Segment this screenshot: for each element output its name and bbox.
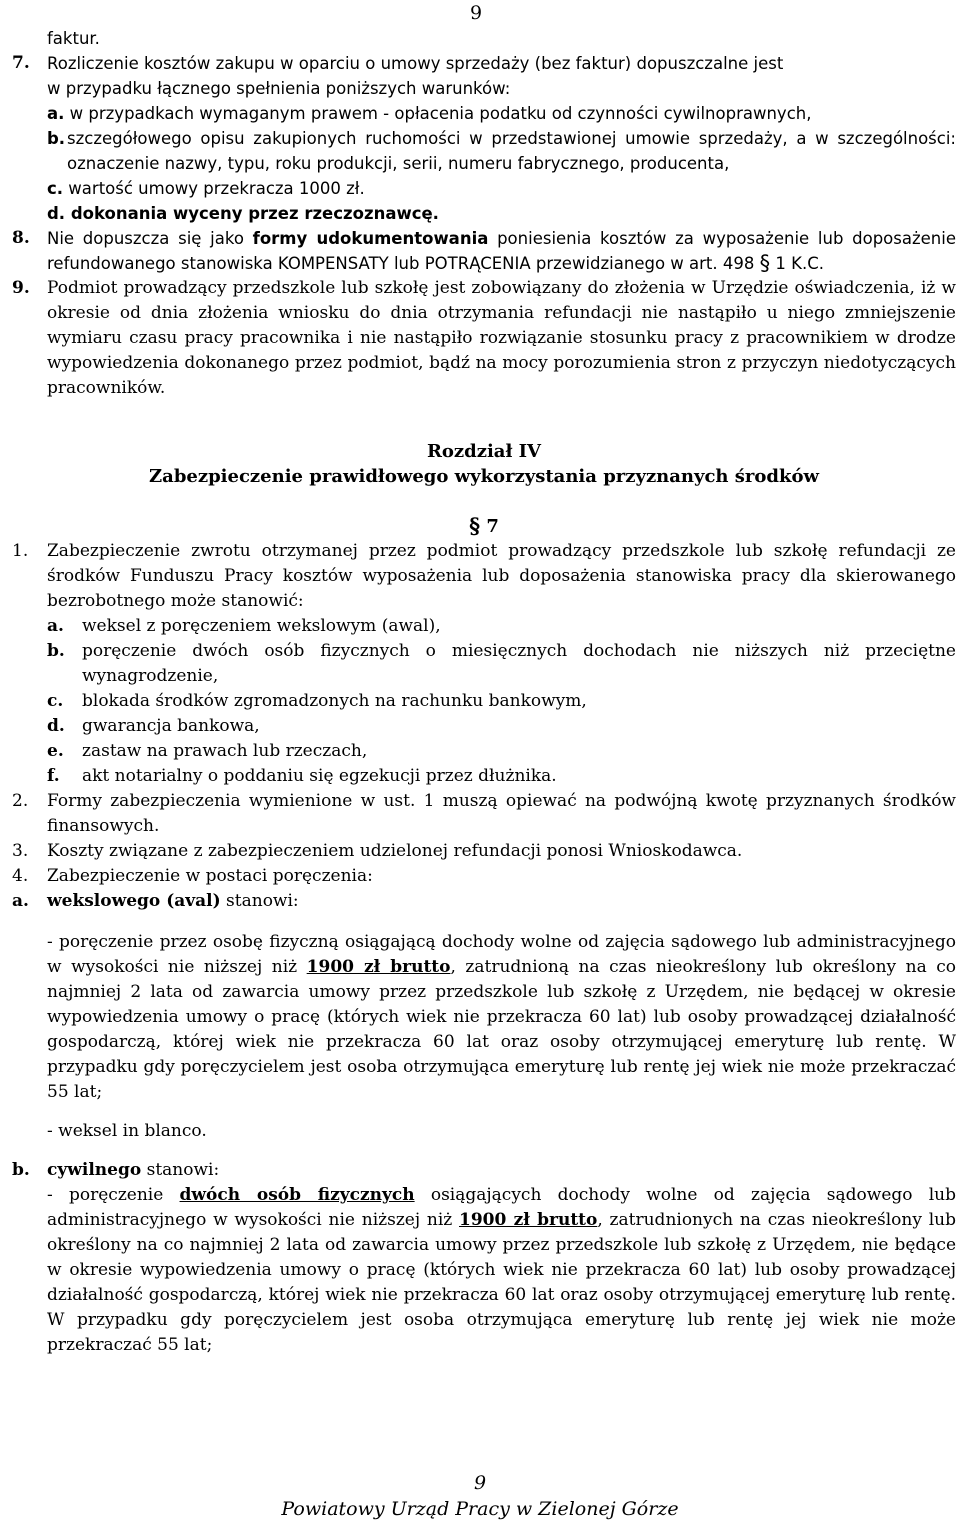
item-9: 9. Podmiot prowadzący przedszkole lub szkołę jest zobowiązany do złożenia w Urzędzie oświadczenia, iż w okresie od dnia złożenia wniosku do dnia otrzymania refundacji nie nastąpiło u niego zmniejszenie wymiaru czasu pracy pracownika i nie nastąpiło rozwiązanie stosunku pracy z pracownikiem w drodze wypowiedzenia dokonanego przez podmiot, bądź na mocy porozumienia stron z przyczyn niedotyczących pracowników. (12, 276, 956, 401)
footer-institution: Powiatowy Urząd Pracy w Zielonej Górze (281, 1498, 679, 1520)
sec-item-4: 4. Zabezpieczenie w postaci poręczenia: (12, 864, 956, 889)
list-item (12, 639, 956, 689)
item-7-a: a. w przypadkach wymaganym prawem - opłacenia podatku od czynności cywilnoprawnych, (47, 104, 812, 123)
list-letter: a. (47, 616, 64, 636)
page-footer (0, 1470, 960, 1522)
item-7-c: c. wartość umowy przekracza 1000 zł. (47, 179, 365, 198)
item-8: 8. Nie dopuszcza się jako formy udokumentowania poniesienia kosztów za wyposażenie lub doposażenie refundowanego stanowiska KOMPENSATY lub POTRĄCENIA przewidzianego w art. 498 § 1 K.C. (12, 228, 956, 275)
list-item (12, 614, 956, 639)
item-number: 8. (12, 228, 30, 248)
item-7-b: b. szczegółowego opisu zakupionych ruchomości w przedstawionej umowie sprzedaży, a w szczególności: oznaczenie nazwy, typu, roku produkcji, serii, numeru fabrycznego, producenta, (47, 129, 956, 173)
sec-item-4-a: a. wekslowego (aval) stanowi: (12, 891, 299, 911)
item-number: 2. (12, 791, 29, 811)
list-text: gwarancja bankowa, (82, 716, 260, 736)
aval-guarantee-text: - poręczenie przez osobę fizyczną osiągającą dochody wolne od zajęcia sądowego lub administracyjnego w wysokości nie niższej niż 1900 zł brutto, zatrudnioną na czas nieokreślony lub określony na co najmniej 2 lata od zawarcia umowy przez przedszkole lub szkołę z Urzędem, nie będącej w okresie wypowiedzenia umowy o pracę (których wiek nie przekracza 60 lat) lub osoby prowadzącej działalność gospodarczą, której wiek nie przekracza 60 lat oraz osoby otrzymującej emeryturę lub rentę. W przypadku gdy poręczycielem jest osoba otrzymująca emeryturę lub rentę jej wiek nie może przekraczać 55 lat; (47, 932, 957, 1102)
list-text: weksel z poręczeniem wekslowym (awal), (82, 616, 441, 636)
page-number-top: 9 (470, 2, 483, 24)
list-letter: f. (47, 766, 60, 786)
page-content (12, 26, 956, 1358)
item-number: 1. (12, 541, 29, 561)
civil-guarantee-text: - poręczenie dwóch osób fizycznych osiągających dochody wolne od zajęcia sądowego lub administracyjnego w wysokości nie niższej niż 1900 zł brutto, zatrudnionych na czas nieokreślony lub określony na co najmniej 2 lata od zawarcia umowy przez przedszkole lub szkołę z Urzędem, nie będące w okresie wypowiedzenia umowy o pracę (których wiek nie przekracza 60 lat) lub osoby prowadzącej działalność gospodarczą, której wiek nie przekracza 60 lat oraz osoby otrzymującej emeryturę lub rentę. W przypadku gdy poręczycielem jest osoba otrzymująca emeryturę lub rentę jej wiek nie może przekraczać 55 lat; (47, 1185, 957, 1355)
item-number: 9. (12, 278, 30, 298)
section-heading: § 7 (469, 513, 499, 538)
item-7-d: d. dokonania wyceny przez rzeczoznawcę. (47, 204, 439, 223)
sec-item-4-b: b. cywilnego stanowi: (12, 1160, 220, 1180)
list-item (12, 714, 956, 739)
item-7 (12, 51, 956, 226)
list-item (12, 689, 956, 714)
persons-emphasis: dwóch osób fizycznych (179, 1185, 415, 1205)
list-item (12, 764, 956, 789)
list-letter: d. (47, 716, 65, 736)
chapter-subtitle: Zabezpieczenie prawidłowego wykorzystania przyznanych środków (149, 466, 819, 487)
continued-text: faktur. (47, 29, 100, 48)
item-number: 7. (12, 53, 30, 73)
list-letter: c. (47, 691, 64, 711)
list-text: blokada środków zgromadzonych na rachunku bankowym, (82, 691, 587, 711)
sec-item-3: 3. Koszty związane z zabezpieczeniem udzielonej refundacji ponosi Wnioskodawca. (12, 839, 956, 864)
list-text: zastaw na prawach lub rzeczach, (82, 741, 368, 761)
sec-item-1-list (12, 614, 956, 789)
item-number: 3. (12, 841, 29, 861)
item-7-line1: Rozliczenie kosztów zakupu w oparciu o umowy sprzedaży (bez faktur) dopuszczalne jest (47, 54, 784, 73)
list-item (12, 739, 956, 764)
chapter-title: Rozdział IV (426, 441, 542, 462)
amount-emphasis: 1900 zł brutto (306, 957, 451, 977)
sec-item-1: 1. Zabezpieczenie zwrotu otrzymanej przez podmiot prowadzący przedszkole lub szkołę refundacji ze środków Funduszu Pracy kosztów wyposażenia lub doposażenia stanowiska pracy dla skierowanego bezrobotnego może stanowić: (12, 539, 956, 614)
section-sign: § (759, 251, 771, 275)
sec-item-2: 2. Formy zabezpieczenia wymienione w ust. 1 muszą opiewać na podwójną kwotę przyznanych środków finansowych. (12, 789, 956, 839)
list-text: akt notarialny o poddaniu się egzekucji przez dłużnika. (82, 766, 557, 786)
item-7-line2: w przypadku łącznego spełnienia poniższych warunków: (47, 79, 511, 98)
list-letter: e. (47, 741, 64, 761)
page-number-bottom: 9 (473, 1472, 487, 1494)
amount-emphasis: 1900 zł brutto (459, 1210, 598, 1230)
list-text: poręczenie dwóch osób fizycznych o miesięcznych dochodach nie niższych niż przeciętne wynagrodzenie, (82, 641, 956, 686)
list-letter: b. (47, 641, 65, 661)
item-number: 4. (12, 866, 29, 886)
blank-bill-text: - weksel in blanco. (47, 1121, 207, 1141)
